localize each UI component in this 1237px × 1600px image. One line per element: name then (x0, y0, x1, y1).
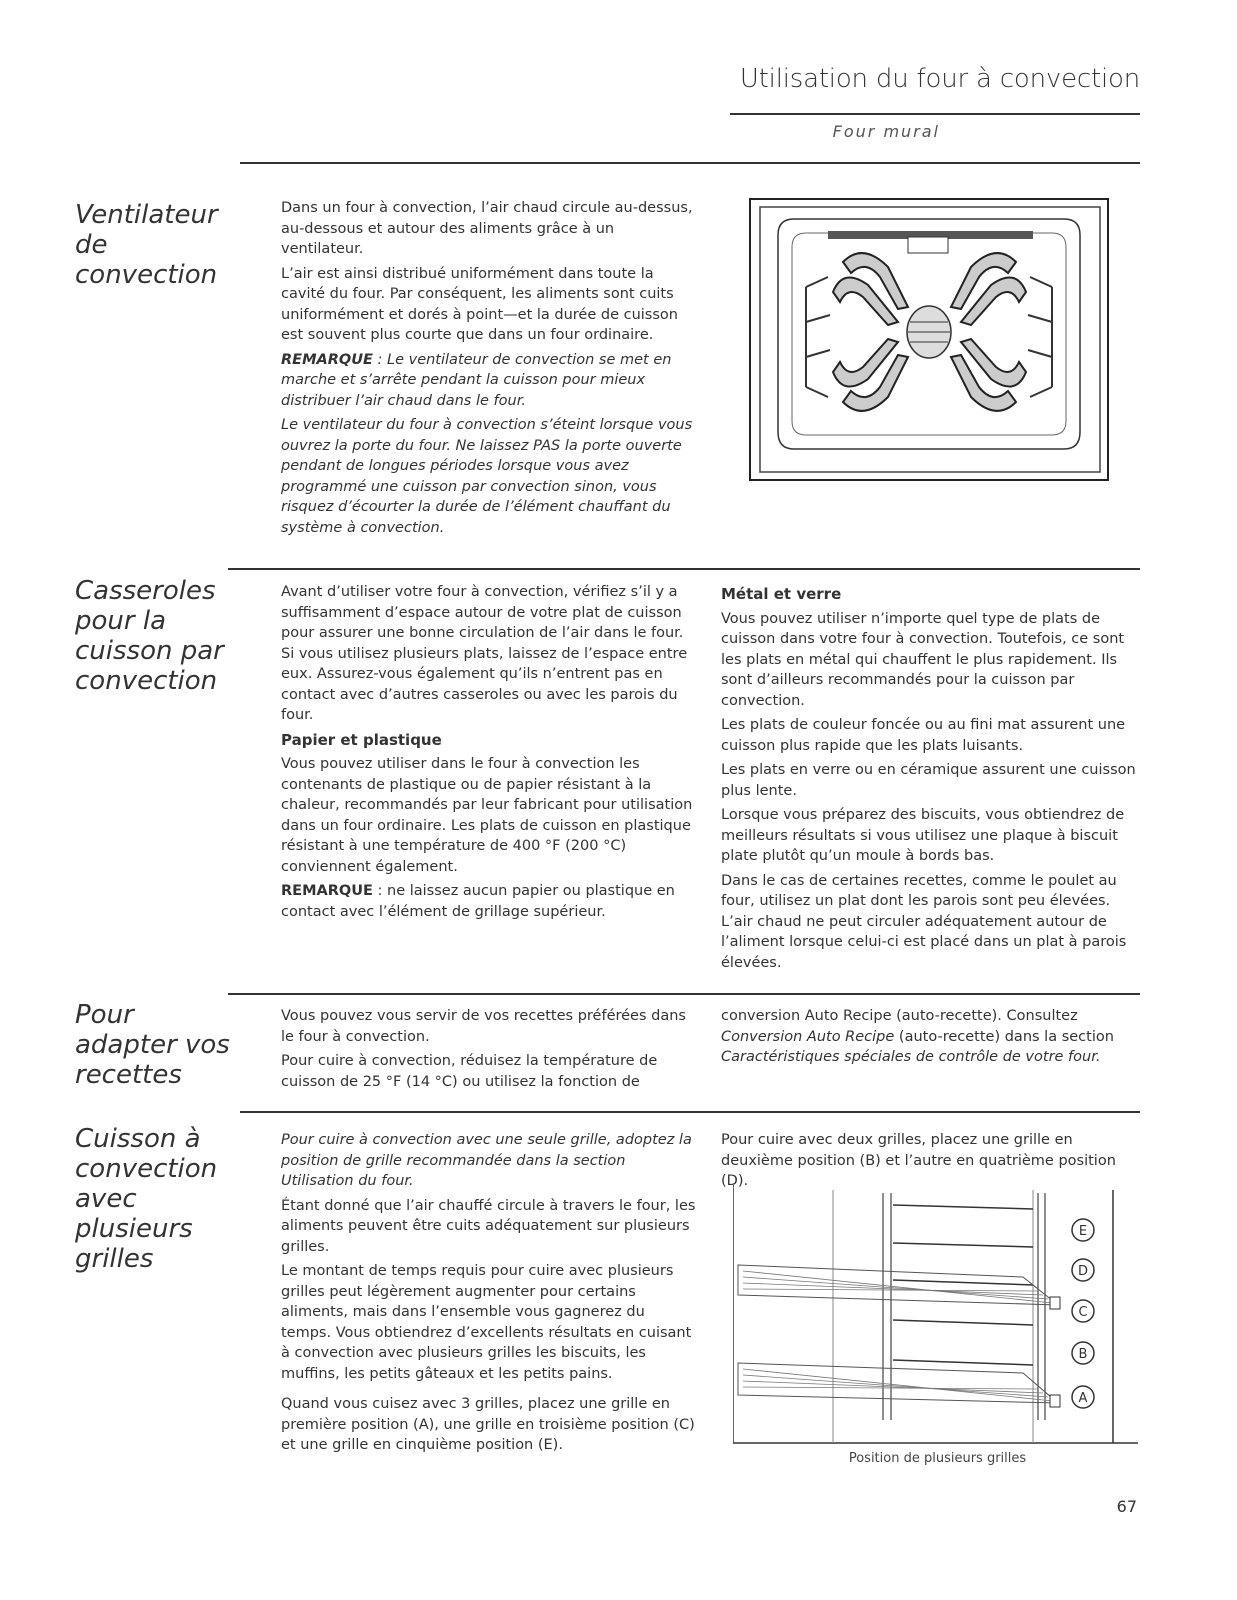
rack-label: C (1078, 1305, 1088, 1320)
section-title-multi-rack: Cuisson à convection avec plusieurs grilles (75, 1124, 218, 1274)
rack-label: D (1077, 1264, 1089, 1279)
rack-label: A (1078, 1391, 1088, 1406)
multi-left-text: Pour cuire à convection avec une seule grille, adoptez la position de grille recommandée dans la section Utilisation du four. Étant donné que l’air chauffé circule à travers le four, les aliments peuvent être cuits adéquatement sur plusieurs grilles. Le montant de temps requis pour cuire avec plusieurs grilles peut légèrement augmenter pour certains aliments, mais dans l’ensemble vous gagnerez du temps. Vous obtiendrez d’excellents résultats en cuisant à convection avec plusieurs grilles les biscuits, les muffins, les petits gâteaux et les petits pains. Quand vous cuisez avec 3 grilles, placez une grille en première position (A), une grille en troisième position (C) et une grille en cinquième position (E). (281, 1132, 696, 1453)
section-divider (240, 1111, 1140, 1113)
pans-left-text: Avant d’utiliser votre four à convection, vérifiez s’il y a suffisamment d’espace autour de votre plat de cuisson pour assurer une bonne circulation de l’air dans le four. Si vous utilisez plusieurs plats, laissez de l’espace entre eux. Assurez-vous également qu’ils n’entrent pas en contact avec d’autres casseroles ou avec les parois du four. Papier et plastique Vous pouvez utiliser dans le four à convection les contenants de plastique ou de papier résistant à la chaleur, recommandés par leur fabricant pour utilisation dans un four ordinaire. Les plats de cuisson en plastique résistant à une température de 400 °F (200 °C) conviennent également. REMARQUE : ne laissez aucun papier ou plastique en contact avec l’élément de grillage supérieur. (281, 584, 693, 920)
rack-positions-illustration (733, 1185, 1138, 1447)
rack-label: E (1078, 1224, 1088, 1239)
fan-text: Dans un four à convection, l’air chaud circule au-dessus, au-dessous et autour des aliments grâce à un ventilateur. L’air est ainsi distribué uniformément dans toute la cavité du four. Par conséquent, les aliments sont cuits uniformément et dorés à point—et la durée de cuisson est souvent plus courte que dans un four ordinaire. REMARQUE : Le ventilateur de convection se met en marche et s’arrête pendant la cuisson pour mieux distribuer l’air chaud dans le four. Le ventilateur du four à convection s’éteint lorsque vous ouvrez la porte du four. Ne laissez PAS la porte ouverte pendant de longues périodes lorsque vous avez programmé une cuisson par convection sinon, vous risquez d’écourter la durée de l’élément chauffant du système à convection. (281, 200, 693, 536)
header-rule (730, 113, 1140, 115)
section-divider (228, 568, 1140, 570)
section-title-fan: Ventilateur de convection (75, 200, 218, 290)
section-title-adapt: Pour adapter vos recettes (75, 1000, 230, 1090)
rack-label: B (1078, 1347, 1088, 1362)
page-title: Utilisation du four à convection (739, 64, 1140, 94)
adapt-right-text: conversion Auto Recipe (auto-recette). Consultez Conversion Auto Recipe (auto-recette) dans la section Caractéristiques spéciales de contrôle de votre four. (721, 1008, 1114, 1065)
section-title-pans: Casseroles pour la cuisson par convection (75, 576, 224, 696)
section-divider (228, 993, 1140, 995)
page-subtitle: Four mural (832, 122, 940, 141)
adapt-left-text: Vous pouvez vous servir de vos recettes préférées dans le four à convection. Pour cuire à convection, réduisez la température de cuisson de 25 °F (14 °C) ou utilisez la fonction de (281, 1008, 686, 1090)
rack-caption: Position de plusieurs grilles (848, 1451, 1027, 1466)
multi-right-text: Pour cuire avec deux grilles, placez une grille en deuxième position (B) et l’autre en quatrième position (D). (721, 1132, 1116, 1189)
convection-oven-illustration (748, 197, 1110, 482)
page-number: 67 (1116, 1497, 1137, 1516)
pans-right-text: Métal et verre Vous pouvez utiliser n’importe quel type de plats de cuisson dans votre four à convection. Toutefois, ce sont les plats en métal qui chauffent le plus rapidement. Ils sont d’ailleurs recommandés pour la cuisson par convection. Les plats de couleur foncée ou au fini mat assurent une cuisson plus rapide que les plats luisants. Les plats en verre ou en céramique assurent une cuisson plus lente. Lorsque vous préparez des biscuits, vous obtiendrez de meilleurs résultats si vous utilisez une plaque à biscuit plate plutôt qu’un moule à bords bas. Dans le cas de certaines recettes, comme le poulet au four, utilisez un plat dont les parois sont peu élevées. L’air chaud ne peut circuler adéquatement autour de l’aliment lorsque celui-ci est placé dans un plat à parois élevées. (721, 585, 1136, 971)
section-divider (240, 162, 1140, 164)
